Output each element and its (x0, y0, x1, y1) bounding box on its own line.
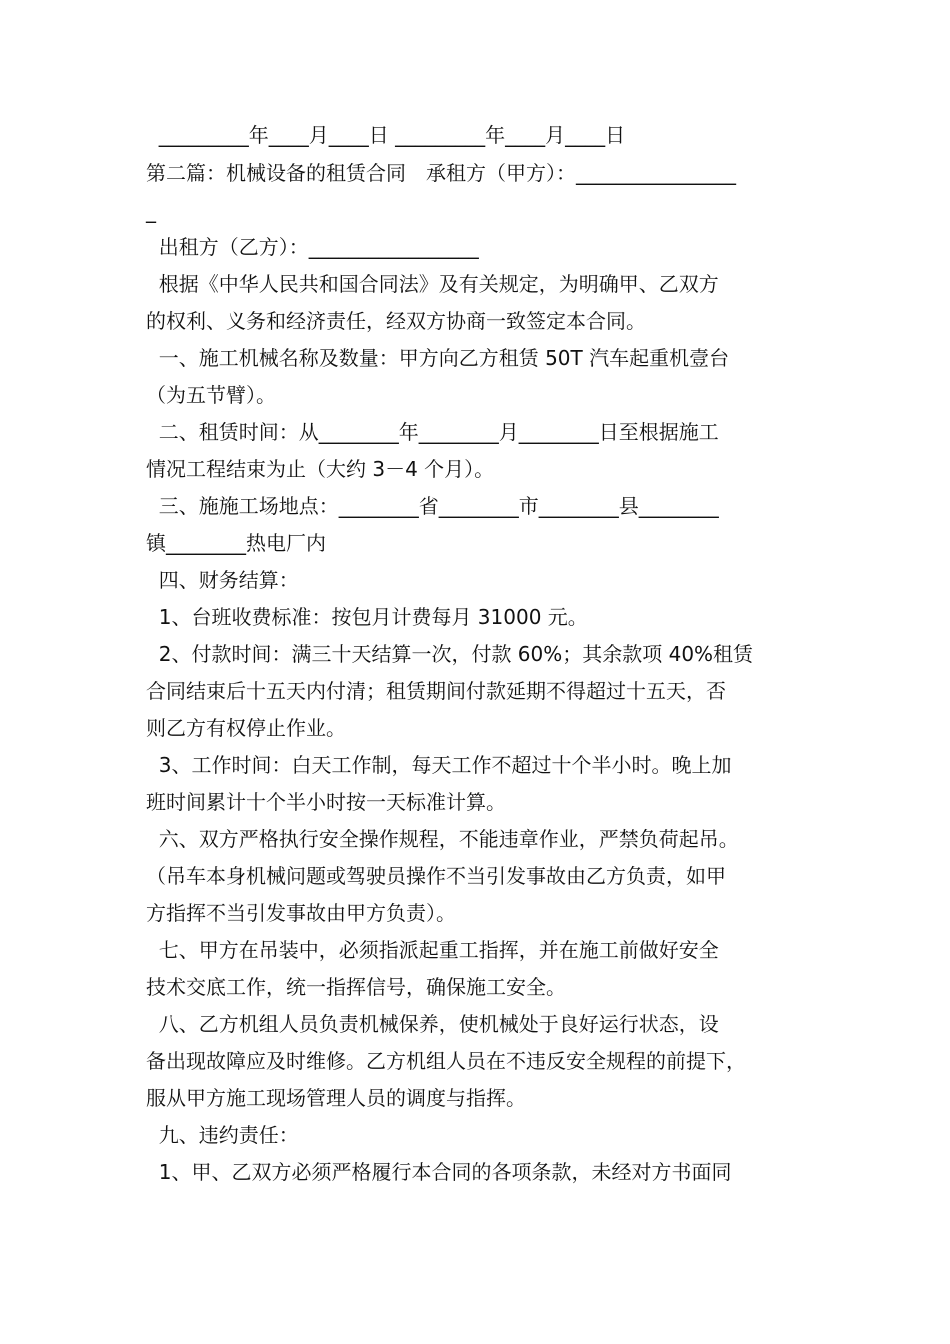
text-line: 1、台班收费标准：按包月计费每月 31000 元。 (146, 605, 588, 629)
clause-3-line: 三、施施工场地点：________省________市________县________ (146, 494, 719, 518)
text-line: （吊车本身机械问题或驾驶员操作不当引发事故由乙方负责，如甲 (146, 864, 726, 888)
chapter-title-line: 第二篇：机械设备的租赁合同 承租方（甲方）：________________ (146, 161, 736, 185)
clause-1-line: 一、施工机械名称及数量：甲方向乙方租赁 50T 汽车起重机壹台 (146, 346, 730, 370)
clause-8-line: 八、乙方机组人员负责机械保养，使机械处于良好运行状态，设 (146, 1012, 719, 1036)
clause-9-line: 九、违约责任： (146, 1123, 299, 1147)
text-line: 备出现故障应及时维修。乙方机组人员在不违反安全规程的前提下， (146, 1049, 746, 1073)
text-line: 1、甲、乙双方必须严格履行本合同的各项条款，未经对方书面同 (146, 1160, 732, 1184)
text-line: 情况工程结束为止（大约 3－4 个月）。 (146, 457, 495, 481)
text-line: 技术交底工作，统一指挥信号，确保施工安全。 (146, 975, 566, 999)
text-line: 方指挥不当引发事故由甲方负责）。 (146, 901, 456, 925)
clause-7-line: 七、甲方在吊装中，必须指派起重工指挥，并在施工前做好安全 (146, 938, 719, 962)
date-line: _________年____月____日 _________年____月____日 (146, 123, 626, 147)
text-line: 合同结束后十五天内付清；租赁期间付款延期不得超过十五天，否 (146, 679, 726, 703)
text-line: 2、付款时间：满三十天结算一次，付款 60%；其余款项 40%租赁 (146, 642, 754, 666)
text-line: 镇________热电厂内 (146, 531, 326, 555)
text-line: 的权利、义务和经济责任，经双方协商一致签定本合同。 (146, 309, 646, 333)
clause-4-line: 四、财务结算： (146, 568, 299, 592)
text-line: 服从甲方施工现场管理人员的调度与指挥。 (146, 1086, 526, 1110)
clause-6-line: 六、双方严格执行安全操作规程，不能违章作业，严禁负荷起吊。 (146, 827, 739, 851)
text-line: 3、工作时间：白天工作制，每天工作不超过十个半小时。晚上加 (146, 753, 732, 777)
text-line: _ (146, 199, 156, 223)
text-line: 班时间累计十个半小时按一天标准计算。 (146, 790, 506, 814)
lessor-line: 出租方（乙方）：_________________ (146, 235, 479, 259)
text-line: （为五节臂）。 (146, 383, 276, 407)
clause-2-line: 二、租赁时间：从________年________月________日至根据施工 (146, 420, 719, 444)
text-line: 根据《中华人民共和国合同法》及有关规定，为明确甲、乙双方 (146, 272, 719, 296)
text-line: 则乙方有权停止作业。 (146, 716, 346, 740)
